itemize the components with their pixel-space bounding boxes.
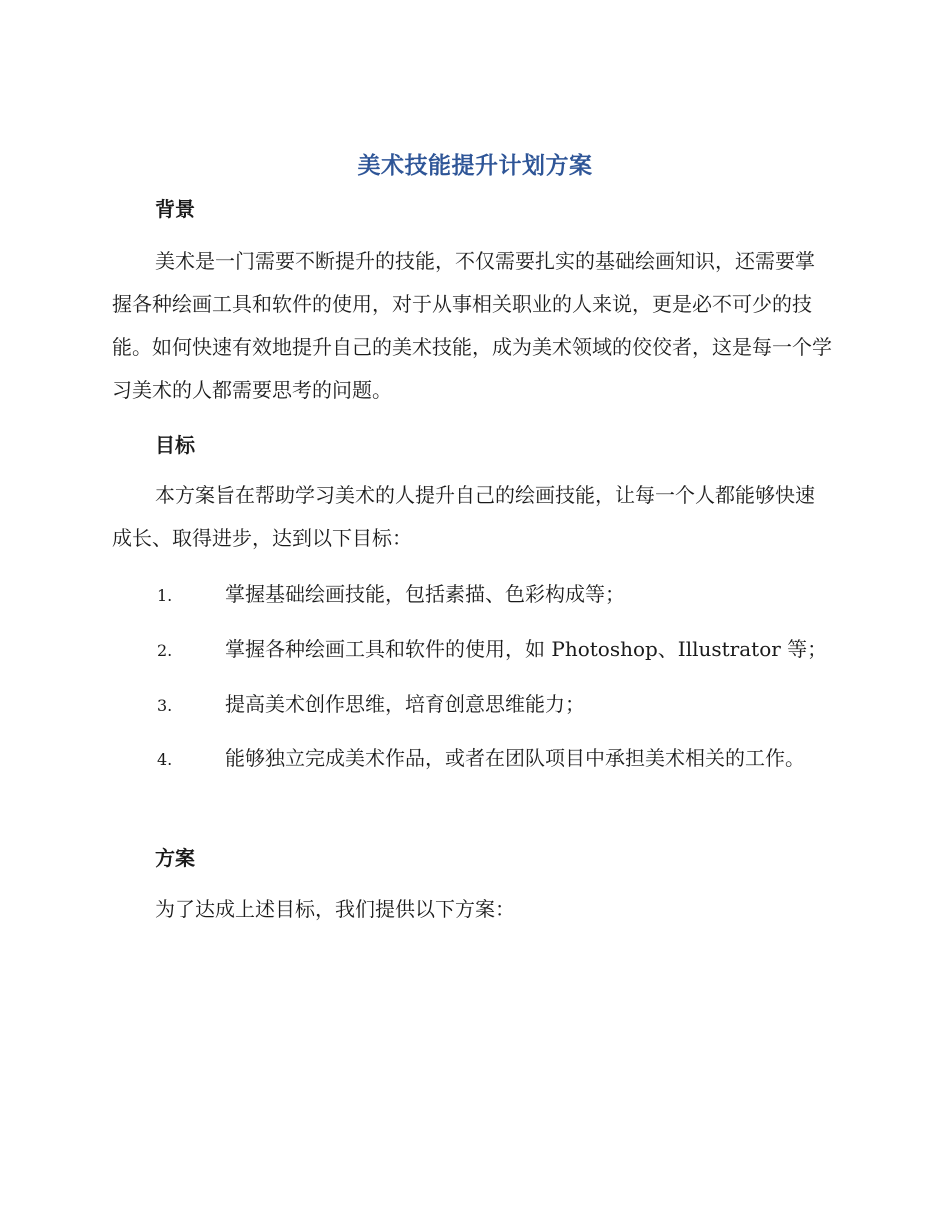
- goal-list-item: [112, 677, 832, 733]
- list-number: 3.: [157, 696, 173, 715]
- list-number: 1.: [157, 586, 173, 605]
- list-number: 4.: [157, 750, 173, 769]
- section-paragraph-background: 美术是一门需要不断提升的技能，不仅需要扎实的基础绘画知识，还需要掌握各种绘画工具和软件的使用，对于从事相关职业的人来说，更是必不可少的技能。如何快速有效地提升自己的美术技能，成为美术领域的佼佼者，这是每一个学习美术的人都需要思考的问题。: [112, 249, 832, 402]
- section-heading-plan: 方案: [155, 846, 195, 870]
- list-item-text: 掌握各种绘画工具和软件的使用，如 Photoshop、Illustrator 等；: [225, 637, 828, 661]
- document-title: 美术技能提升计划方案: [357, 153, 593, 179]
- list-number: 2.: [157, 641, 173, 660]
- list-item-text: 提高美术创作思维，培育创意思维能力；: [225, 692, 585, 716]
- list-item-text: 掌握基础绘画技能，包括素描、色彩构成等；: [225, 582, 625, 606]
- goal-list-item: [112, 567, 832, 623]
- list-item-text: 能够独立完成美术作品，或者在团队项目中承担美术相关的工作。: [225, 746, 805, 770]
- goal-list-item: [112, 622, 832, 678]
- goal-list-item: [112, 732, 832, 781]
- section-heading-background: 背景: [155, 197, 195, 221]
- section-paragraph-goals: 本方案旨在帮助学习美术的人提升自己的绘画技能，让每一个人都能够快速成长、取得进步，达到以下目标：: [112, 483, 815, 550]
- section-paragraph-plan: 为了达成上述目标，我们提供以下方案：: [155, 897, 515, 921]
- section-heading-goals: 目标: [155, 433, 195, 457]
